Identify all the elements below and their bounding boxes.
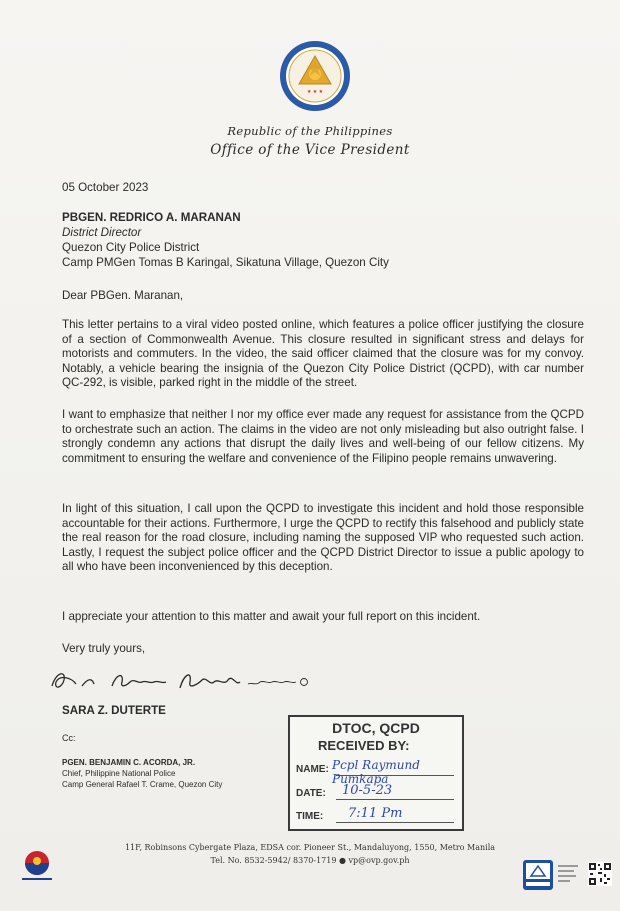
stamp-name-label: NAME: (296, 764, 329, 775)
svg-text:★ ★ ★: ★ ★ ★ (306, 89, 324, 95)
handwritten-signature (42, 664, 332, 696)
stamp-name-value: Pcpl Raymund Pumkapa (332, 758, 420, 786)
signatory-name: SARA Z. DUTERTE (62, 704, 166, 717)
recipient-address: Camp PMGen Tomas B Karingal, Sikatuna Village, Quezon City (62, 256, 389, 269)
republic-header: Republic of the Philippines (227, 124, 393, 138)
vice-president-seal (279, 40, 351, 112)
stamp-date-line (336, 799, 454, 800)
recipient-org: Quezon City Police District (62, 241, 200, 254)
cc-label: Cc: (62, 733, 76, 743)
letter-date: 05 October 2023 (62, 181, 149, 194)
body-paragraph-1: This letter pertains to a viral video posted online, which features a police officer justifying the closure of a section of Commonwealth Avenue. This closure resulted in significant stress and delays for motorists and commuters. In the video, the said officer claimed that the closure was for my convoy. Notably, a vehicle bearing the insignia of the Quezon City Police District (QCPD), with car number QC-292, is visible, parked right in the middle of the street. (62, 318, 584, 390)
recipient-title: District Director (62, 226, 142, 239)
stamp-title: DTOC, QCPD (332, 720, 420, 736)
stamp-time-label: TIME: (296, 811, 324, 822)
salutation: Dear PBGen. Maranan, (62, 289, 184, 302)
cc-block (62, 757, 222, 790)
certification-text-icon (556, 862, 580, 886)
stamp-date-label: DATE: (296, 788, 326, 799)
stamp-date-value: 10-5-23 (342, 783, 393, 798)
recipient-block (62, 210, 389, 270)
bagong-pilipinas-logo (18, 849, 56, 883)
footer-contact: Tel. No. 8532-5942/ 8370-1719 ● vp@ovp.gov.ph (210, 856, 410, 865)
body-paragraph-3: In light of this situation, I call upon the QCPD to investigate this incident and hold those responsible accountable for their actions. Furthermore, I urge the QCPD to rectify this falsehood and publicly state the real reason for the road closure, including naming the supposed VIP who requested such action. Lastly, I request the subject police officer and the QCPD District Director to issue a public apology to all who have been inconvenienced by this deception. (62, 502, 584, 574)
certification-badge-icon (523, 860, 553, 890)
footer-address: 11F, Robinsons Cybergate Plaza, EDSA cor. Pioneer St., Mandaluyong, 1550, Metro Manila (124, 843, 496, 852)
qr-code-icon (588, 862, 612, 886)
cc-address: Camp General Rafael T. Crame, Quezon City (62, 780, 223, 789)
stamp-time-line (336, 822, 454, 823)
closing: Very truly yours, (62, 642, 146, 655)
cc-name: PGEN. BENJAMIN C. ACORDA, JR. (62, 758, 196, 767)
office-header: Office of the Vice President (210, 142, 410, 158)
body-paragraph-4: I appreciate your attention to this matter and await your full report on this incident. (62, 610, 481, 623)
cc-title: Chief, Philippine National Police (62, 769, 176, 778)
stamp-time-value: 7:11 Pm (348, 806, 403, 821)
body-paragraph-2: I want to emphasize that neither I nor my office ever made any request for assistance from the QCPD to orchestrate such an action. The claims in the video are not only misleading but also outright false. I strongly condemn any actions that disrupt the daily lives and well-being of our fellow citizens. My commitment to ensuring the welfare and convenience of the Filipino people remains unwavering. (62, 408, 584, 465)
recipient-name: PBGEN. REDRICO A. MARANAN (62, 211, 241, 224)
stamp-received-label: RECEIVED BY: (318, 738, 410, 753)
received-stamp (288, 715, 464, 831)
